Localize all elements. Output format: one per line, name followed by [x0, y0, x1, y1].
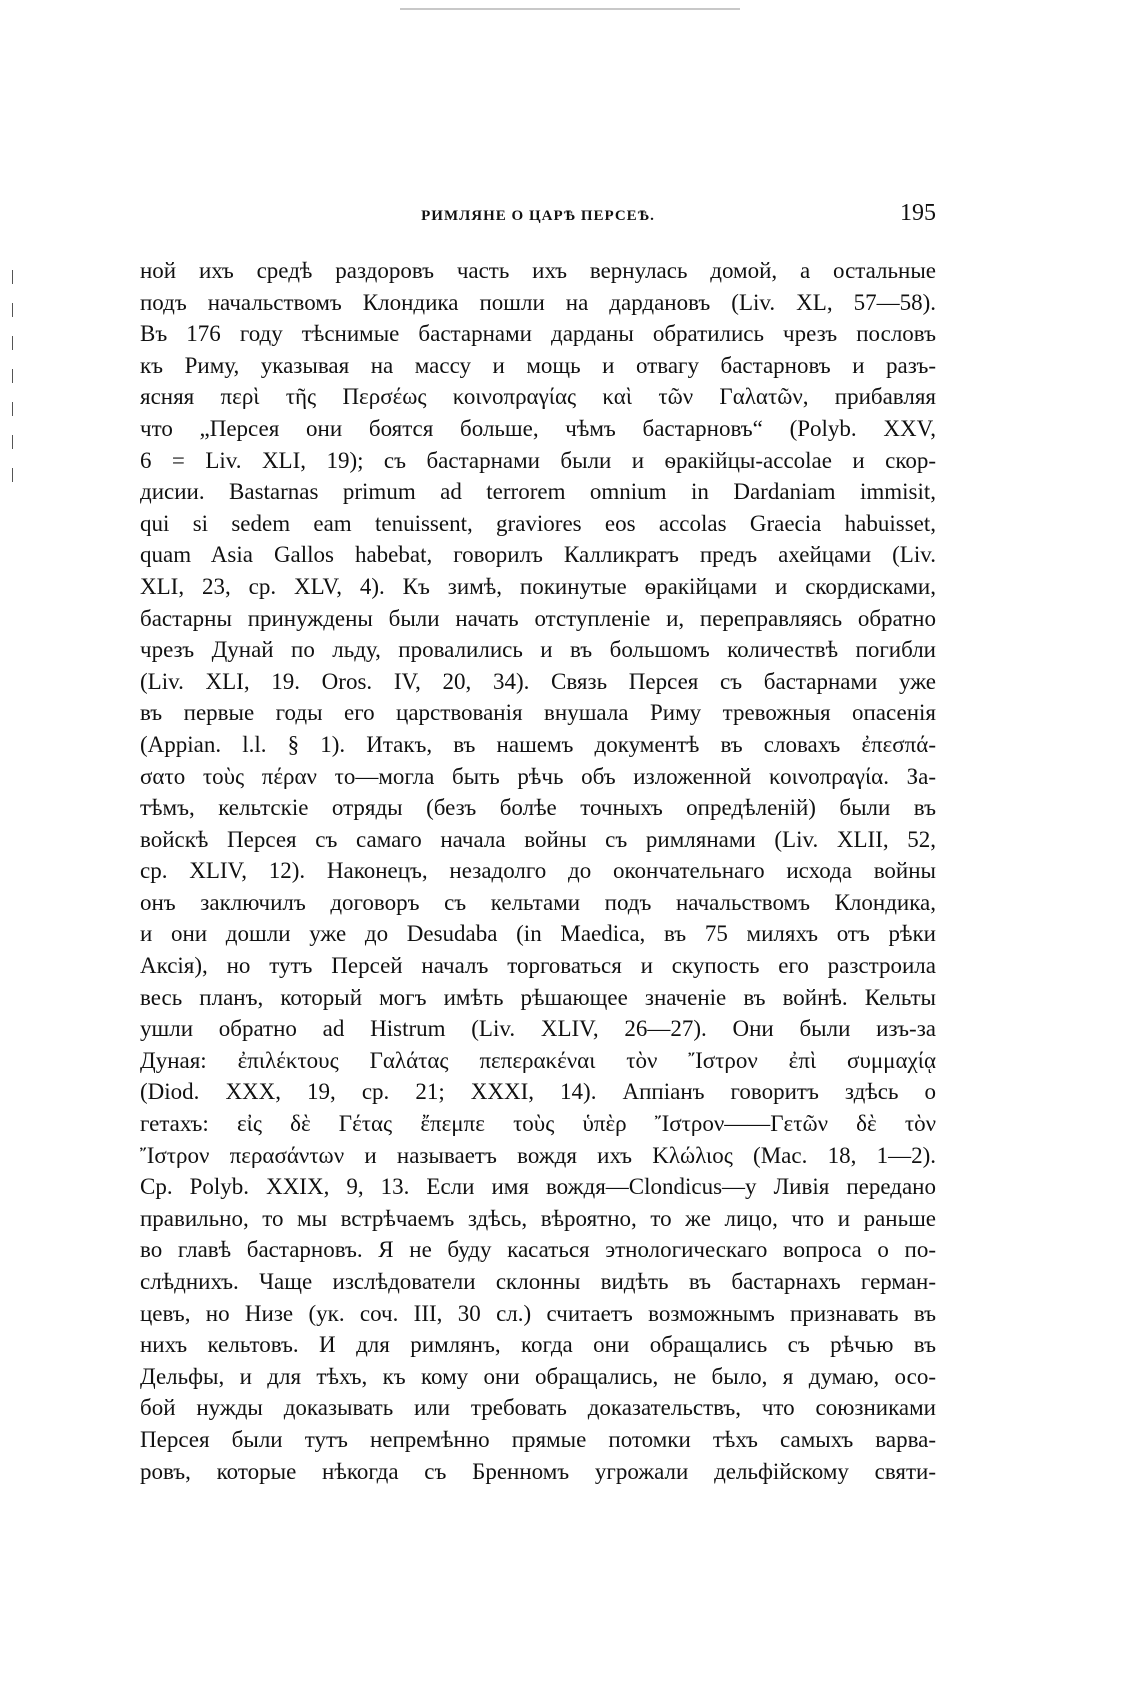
text-line: Въ 176 году тѣснимые бастарнами дарданы обратились чрезъ пословъ — [140, 321, 936, 347]
text-line: (Appian. l.l. § 1). Итакъ, въ нашемъ документѣ въ словахъ ἐπεσπά- — [140, 731, 936, 757]
text-line: подъ начальствомъ Клондика пошли на дардановъ (Liv. XL, 57—58). — [140, 289, 936, 315]
text-line: бой нужды доказывать или требовать доказательствъ, что союзниками — [140, 1395, 936, 1421]
top-rule — [400, 8, 740, 10]
text-line: quam Asia Gallos habebat, говорилъ Калликратъ предъ ахейцами (Liv. — [140, 542, 936, 568]
text-line: ровъ, которые нѣкогда съ Бренномъ угрожали дельфійскому святи- — [140, 1458, 936, 1484]
text-line: ной ихъ средѣ раздоровъ часть ихъ вернулась домой, а остальные — [140, 258, 936, 283]
text-line: (Diod. XXX, 19, ср. 21; XXXI, 14). Аппіанъ говоритъ здѣсь о — [140, 1079, 936, 1105]
margin-ticks — [10, 270, 16, 490]
text-line: Дельфы, и для тѣхъ, къ кому они обращались, не было, я думаю, осо- — [140, 1363, 936, 1389]
text-line: и они дошли уже до Desudaba (in Maedica, въ 75 миляхъ отъ рѣки — [140, 921, 936, 947]
text-line: правильно, то мы встрѣчаемъ здѣсь, вѣроятно, то же лицо, что и раньше — [140, 1205, 936, 1231]
text-line: къ Риму, указывая на массу и мощь и отвагу бастарновъ и разъ- — [140, 352, 936, 378]
text-line: гетахъ: εἰς δὲ Γέτας ἔπεμπε τοὺς ὑπὲρ Ἴστρον——Γετῶν δὲ τὸν — [140, 1111, 936, 1137]
page-header — [140, 200, 936, 232]
page-number: 195 — [900, 200, 936, 226]
text-line: во главѣ бастарновъ. Я не буду касаться этнологическаго вопроса о по- — [140, 1237, 936, 1263]
text-line: что „Персея они боятся больше, чѣмъ бастарновъ“ (Polyb. XXV, — [140, 415, 936, 441]
text-line: ср. XLIV, 12). Наконецъ, незадолго до окончательнаго исхода войны — [140, 858, 936, 884]
text-line: въ первые годы его царствованія внушала Риму тревожныя опасенія — [140, 700, 936, 726]
text-line: Дуная: ἐπιλέκτους Γαλάτας πεπερακέναι τὸν Ἴστρον ἐπὶ συμμαχίᾳ — [140, 1047, 936, 1073]
text-line: чрезъ Дунай по льду, провалились и въ большомъ количествѣ погибли — [140, 637, 936, 663]
text-line: бастарны принуждены были начать отступленіе и, переправляясь обратно — [140, 605, 936, 631]
text-line: 6 = Liv. XLI, 19); съ бастарнами были и ѳракійцы-accolae и скор- — [140, 447, 936, 473]
text-line: qui si sedem eam tenuissent, graviores eos accolas Graecia habuisset, — [140, 510, 936, 536]
text-line: слѣднихъ. Чаще изслѣдователи склонны видѣть въ бастарнахъ герман- — [140, 1269, 936, 1294]
text-line: σατο τοὺς πέραν το—могла быть рѣчь объ изложенной κοινοπραγία. За- — [140, 763, 936, 789]
text-line: Ср. Polyb. XXIX, 9, 13. Если имя вождя—Clondicus—у Ливія передано — [140, 1174, 936, 1200]
text-line: ясняя περὶ τῆς Περσέως κοινοπραγίας καὶ τῶν Γαλατῶν, прибавляя — [140, 384, 936, 410]
text-line: Ἴστρον περασάντων и называетъ вождя ихъ Κλώλιος (Mac. 18, 1—2). — [140, 1142, 936, 1168]
text-line: Персея были тутъ непремѣнно прямые потомки тѣхъ самыхъ варва- — [140, 1426, 936, 1452]
running-head: РИМЛЯНЕ О ЦАРѢ ПЕРСЕѢ. — [421, 208, 655, 224]
text-line: Аксія), но тутъ Персей началъ торговаться и скупость его разстроила — [140, 953, 936, 979]
text-line: (Liv. XLI, 19. Oros. IV, 20, 34). Связь Персея съ бастарнами уже — [140, 668, 936, 694]
text-line: дисии. Bastarnas primum ad terrorem omnium in Dardaniam immisit, — [140, 479, 936, 505]
text-line: весь планъ, который могъ имѣть рѣшающее значеніе въ войнѣ. Кельты — [140, 984, 936, 1010]
text-line: цевъ, но Низе (ук. соч. III, 30 сл.) считаетъ возможнымъ признавать въ — [140, 1300, 936, 1326]
text-line: онъ заключилъ договоръ съ кельтами подъ начальствомъ Клондика, — [140, 889, 936, 915]
text-line: ушли обратно ad Histrum (Liv. XLIV, 26—27). Они были изъ-за — [140, 1016, 936, 1042]
text-line: нихъ кельтовъ. И для римлянъ, когда они обращались съ рѣчью въ — [140, 1332, 936, 1358]
text-line: тѣмъ, кельтскіе отряды (безъ болѣе точныхъ опредѣленій) были въ — [140, 795, 936, 821]
text-line: XLI, 23, ср. XLV, 4). Къ зимѣ, покинутые ѳракійцами и скордисками, — [140, 573, 936, 599]
text-line: войскѣ Персея съ самаго начала войны съ римлянами (Liv. XLII, 52, — [140, 826, 936, 852]
body-text — [140, 255, 936, 1487]
